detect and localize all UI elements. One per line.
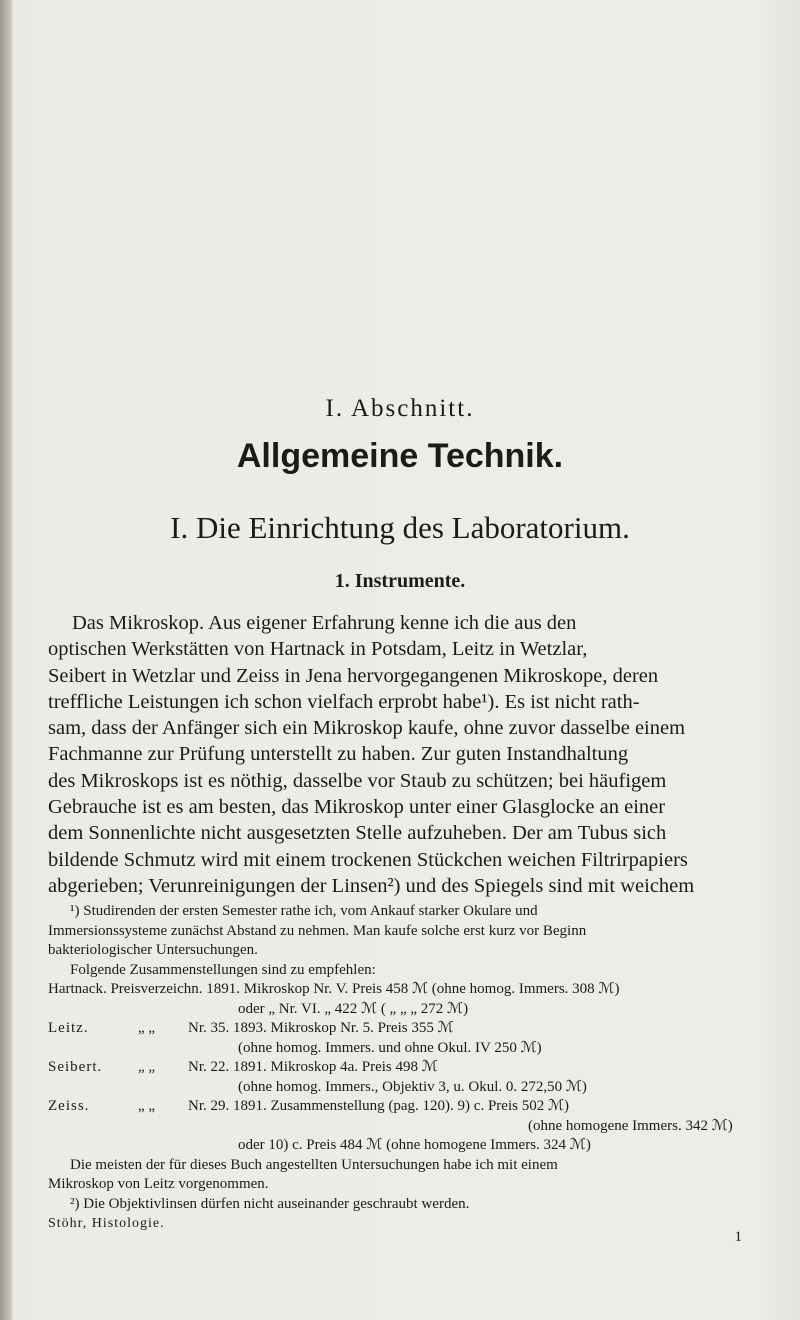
paragraph-line: Gebrauche ist es am besten, das Mikroskop unter einer Glasglocke an einer (48, 796, 666, 819)
page-title: Allgemeine Technik. (236, 437, 564, 475)
price-entry: Nr. 22. 1891. Mikroskop 4a. Preis 498 ℳ (188, 1059, 438, 1075)
zeiss-entry-cont: (ohne homogene Immers. 342 ℳ) (528, 1117, 733, 1134)
section-heading: I. Die Einrichtung des Laboratorium. (170, 510, 630, 545)
maker-name: Zeiss. (48, 1098, 90, 1114)
footnotes (48, 902, 748, 1245)
leitz-entry-cont: (ohne homog. Immers. und ohne Okul. IV 250 ℳ) (238, 1039, 542, 1056)
ditto-marks: „ „ (138, 1098, 156, 1114)
price-entry: Nr. 29. 1891. Zusammenstellung (pag. 120). 9) c. Preis 502 ℳ) (188, 1098, 569, 1114)
closing-line: Die meisten der für dieses Buch angestellten Untersuchungen habe ich mit einem (70, 1156, 558, 1173)
signature-line: Stöhr, Histologie. (48, 1216, 165, 1231)
paragraph-line: abgerieben; Verunreinigungen der Linsen²) und des Spiegels sind mit weichem (48, 874, 695, 897)
main-paragraph (48, 610, 748, 899)
maker-name: Leitz. (48, 1020, 89, 1036)
paragraph-line: bildende Schmutz wird mit einem trockenen Stückchen weichen Filtrirpapiers (48, 848, 688, 871)
paragraph-line: des Mikroskops ist es nöthig, dasselbe vor Staub zu schützen; bei häufigem (48, 769, 667, 792)
paragraph-line: treffliche Leistungen ich schon vielfach erprobt habe¹). Es ist nicht rath- (48, 690, 640, 713)
closing-line: Mikroskop von Leitz vorgenommen. (48, 1176, 269, 1192)
footnote-1-line: ¹) Studirenden der ersten Semester rathe ich, vom Ankauf starker Okulare und (70, 903, 538, 919)
footnote-1-line: bakteriologischer Untersuchungen. (48, 942, 258, 958)
paragraph-line: dem Sonnenlichte nicht ausgesetzten Stelle aufzuheben. Der am Tubus sich (48, 822, 667, 845)
book-spine-shadow (0, 0, 12, 1320)
footnote-2: ²) Die Objektivlinsen dürfen nicht auseinander geschraubt werden. (70, 1195, 470, 1212)
seibert-entry (48, 1058, 748, 1078)
maker-name: Seibert. (48, 1059, 103, 1075)
recommendation-intro: Folgende Zusammenstellungen sind zu empfehlen: (70, 961, 376, 978)
zeiss-entry (48, 1097, 748, 1117)
paragraph-line: sam, dass der Anfänger sich ein Mikroskop kaufe, ohne zuvor dasselbe einem (48, 717, 686, 740)
seibert-entry-cont: (ohne homog. Immers., Objektiv 3, u. Okul. 0. 272,50 ℳ) (238, 1078, 587, 1095)
hartnack-alt-entry: oder „ Nr. VI. „ 422 ℳ ( „ „ „ 272 ℳ) (238, 1000, 469, 1017)
hartnack-entry: Hartnack. Preisverzeichn. 1891. Mikroskop Nr. V. Preis 458 ℳ (ohne homog. Immers. 308 ℳ) (48, 981, 620, 997)
leitz-entry (48, 1019, 748, 1039)
page-number: 1 (734, 1229, 742, 1245)
zeiss-entry-cont: oder 10) c. Preis 484 ℳ (ohne homogene Immers. 324 ℳ) (238, 1137, 591, 1153)
paragraph-line: Seibert in Wetzlar und Zeiss in Jena hervorgegangenen Mikroskope, deren (48, 664, 659, 687)
ditto-marks: „ „ (138, 1059, 156, 1075)
paragraph-line: optischen Werkstätten von Hartnack in Potsdam, Leitz in Wetzlar, (48, 638, 588, 661)
subsection-heading: 1. Instrumente. (334, 570, 466, 592)
price-entry: Nr. 35. 1893. Mikroskop Nr. 5. Preis 355 ℳ (188, 1020, 454, 1036)
part-heading: I. Abschnitt. (325, 395, 475, 422)
paragraph-line: Fachmanne zur Prüfung unterstellt zu haben. Zur guten Instandhaltung (48, 743, 629, 766)
paragraph-line: Das Mikroskop. Aus eigener Erfahrung kenne ich die aus den (72, 612, 577, 634)
page-footer (48, 1214, 748, 1245)
footnote-1-line: Immersionssysteme zunächst Abstand zu nehmen. Man kaufe solche erst kurz vor Beginn (48, 922, 587, 939)
ditto-marks: „ „ (138, 1020, 156, 1036)
